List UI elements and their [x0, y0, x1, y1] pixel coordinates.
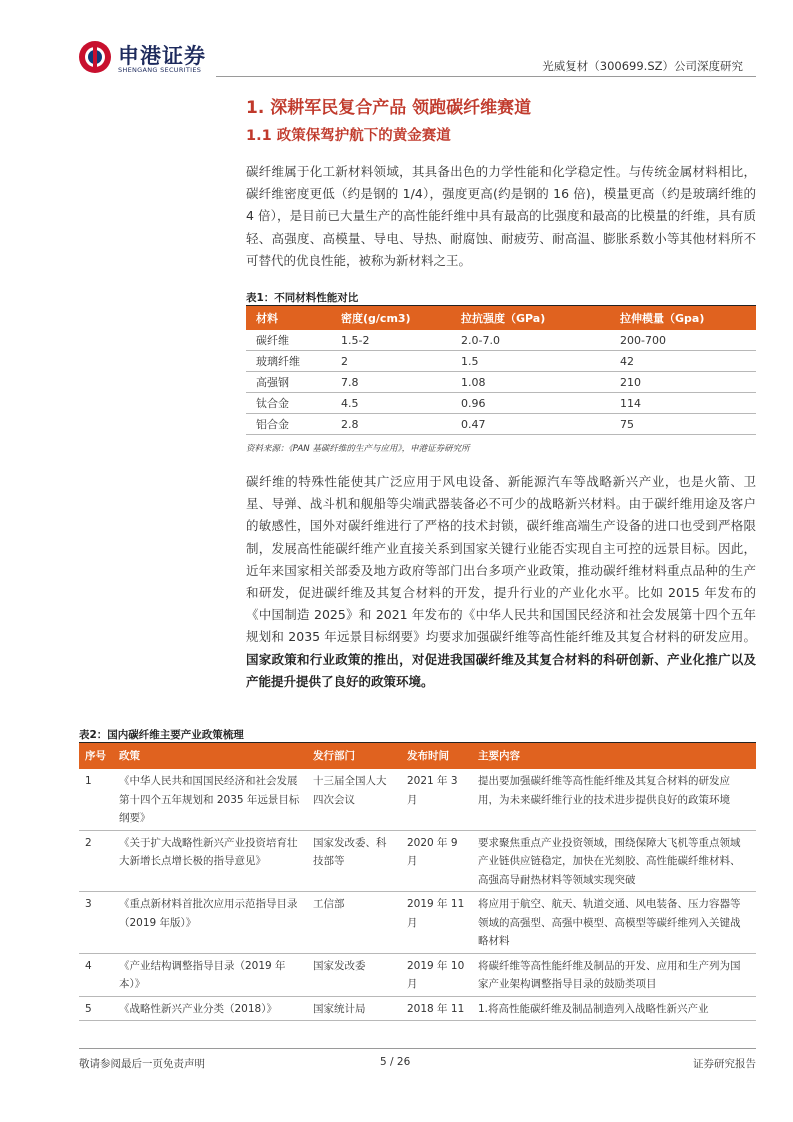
table-cell: 提出要加强碳纤维等高性能纤维及其复合材料的研发应用，为未来碳纤维行业的技术进步提供良好的政策环境 [472, 769, 756, 830]
table-cell: 114 [610, 393, 756, 414]
policy-table [79, 743, 756, 1021]
table-cell: 2019 年 10 月 [401, 953, 472, 996]
table-cell: 工信部 [307, 892, 401, 954]
table-row [79, 830, 756, 892]
table-cell: 国家统计局 [307, 996, 401, 1021]
column-header: 密度(g/cm3) [331, 306, 451, 330]
page-number: 5 / 26 [380, 1056, 411, 1068]
table-cell: 75 [610, 414, 756, 435]
table-cell: 碳纤维 [246, 330, 331, 351]
table-cell: 铝合金 [246, 414, 331, 435]
table-cell: 要求聚焦重点产业投资领域，围绕保障大飞机等重点领域产业链供应链稳定，加快在光刻胶、高性能碳纤维材料、高强高导耐热材料等领域实现突破 [472, 830, 756, 892]
column-header: 政策 [113, 743, 307, 769]
table-cell: 4 [79, 953, 113, 996]
column-header: 序号 [79, 743, 113, 769]
section-heading: 1. 深耕军民复合产品 领跑碳纤维赛道 [246, 98, 532, 118]
table-cell: 4.5 [331, 393, 451, 414]
report-title: 光威复材（300699.SZ）公司深度研究 [542, 59, 743, 73]
table-row [246, 351, 756, 372]
table-header-row [79, 743, 756, 769]
table1-caption: 表1：不同材料性能对比 [246, 292, 359, 304]
table-cell: 0.96 [451, 393, 610, 414]
policy-paragraph-text: 碳纤维的特殊性能使其广泛应用于风电设备、新能源汽车等战略新兴产业，也是火箭、卫星、导弹、战斗机和舰船等尖端武器装备必不可少的战略新兴材料。由于碳纤维用途及客户的敏感性，国外对碳纤维进行了严格的技术封锁，碳纤维高端生产设备的进口也受到严格限制，发展高性能碳纤维产业直接关系到国家关键行业能否实现自主可控的远景目标。因此，近年来国家相关部委及地方政府等部门出台多项产业政策，推动碳纤维材料重点品种的生产和研发，促进碳纤维及其复合材料的开发，提升行业的产业化水平。比如 2015 年发布的《中国制造 2025》和 2021 年发布的《中华人民共和国国民经济和社会发展第十四个五年规划和 2035 年远景目标纲要》均要求加强碳纤维等高性能纤维及其复合材料的研发应用。 [246, 474, 756, 645]
table-cell: 42 [610, 351, 756, 372]
table-row [246, 372, 756, 393]
table-cell: 2021 年 3 月 [401, 769, 472, 830]
table-row [79, 892, 756, 954]
company-name-en: SHENGANG SECURITIES [118, 66, 202, 74]
table-cell: 1.将高性能碳纤维及制品制造列入战略性新兴产业 [472, 996, 756, 1021]
column-header: 拉伸模量（Gpa) [610, 306, 756, 330]
table-cell: 210 [610, 372, 756, 393]
table-row [246, 414, 756, 435]
table-row [79, 996, 756, 1021]
table-cell: 2019 年 11 月 [401, 892, 472, 954]
table-cell: 2018 年 11 [401, 996, 472, 1021]
column-header: 主要内容 [472, 743, 756, 769]
header-divider [216, 76, 756, 77]
table-cell: 2020 年 9 月 [401, 830, 472, 892]
table-cell: 1 [79, 769, 113, 830]
column-header: 发行部门 [307, 743, 401, 769]
table-cell: 《战略性新兴产业分类（2018）》 [113, 996, 307, 1021]
table1-source-note: 资料来源：《PAN 基碳纤维的生产与应用》，申港证券研究所 [246, 444, 470, 454]
column-header: 拉抗强度（GPa) [451, 306, 610, 330]
intro-paragraph: 碳纤维属于化工新材料领域，其具备出色的力学性能和化学稳定性。与传统金属材料相比，碳纤维密度更低（约是钢的 1/4），强度更高(约是钢的 16 倍)，模量更高（约是玻璃纤维的 4 倍），是目前已大量生产的高性能纤维中具有最高的比强度和最高的比模量的纤维，具有质轻、高强度、高模量、导电、导热、耐腐蚀、耐疲劳、耐高温、膨胀系数小等其他材料所不可替代的优良性能，被称为新材料之王。 [246, 164, 756, 268]
policy-paragraph [246, 471, 756, 693]
table-cell: 《产业结构调整指导目录（2019 年本）》 [113, 953, 307, 996]
table-cell: 2.8 [331, 414, 451, 435]
table-header-row [246, 306, 756, 330]
table-cell: 将碳纤维等高性能纤维及制品的开发、应用和生产列为国家产业架构调整指导目录的鼓励类项目 [472, 953, 756, 996]
company-name-cn: 申港证券 [118, 44, 206, 68]
table-cell: 2 [331, 351, 451, 372]
company-logo-icon [79, 41, 111, 73]
table-cell: 钛合金 [246, 393, 331, 414]
disclaimer-note: 敬请参阅最后一页免责声明 [79, 1058, 205, 1070]
table-cell: 1.5 [451, 351, 610, 372]
table-cell: 2.0-7.0 [451, 330, 610, 351]
column-header: 发布时间 [401, 743, 472, 769]
table-row [246, 330, 756, 351]
table2-caption: 表2：国内碳纤维主要产业政策梳理 [79, 729, 244, 741]
column-header: 材料 [246, 306, 331, 330]
table-cell: 《关于扩大战略性新兴产业投资培育壮大新增长点增长极的指导意见》 [113, 830, 307, 892]
footer-divider [79, 1048, 756, 1049]
table-cell: 2 [79, 830, 113, 892]
table-cell: 玻璃纤维 [246, 351, 331, 372]
table-row [246, 393, 756, 414]
material-comparison-table [246, 306, 756, 435]
table-cell: 国家发改委、科技部等 [307, 830, 401, 892]
table-cell: 7.8 [331, 372, 451, 393]
policy-paragraph-emphasis: 国家政策和行业政策的推出，对促进我国碳纤维及其复合材料的科研创新、产业化推广以及产能提升提供了良好的政策环境。 [246, 651, 756, 689]
table-row [79, 769, 756, 830]
table-cell: 1.5-2 [331, 330, 451, 351]
table-cell: 0.47 [451, 414, 610, 435]
table-cell: 十三届全国人大四次会议 [307, 769, 401, 830]
table-cell: 1.08 [451, 372, 610, 393]
table-cell: 《重点新材料首批次应用示范指导目录（2019 年版）》 [113, 892, 307, 954]
table-cell: 200-700 [610, 330, 756, 351]
subsection-heading: 1.1 政策保驾护航下的黄金赛道 [246, 128, 451, 144]
table-cell: 《中华人民共和国国民经济和社会发展第十四个五年规划和 2035 年远景目标纲要》 [113, 769, 307, 830]
report-type: 证券研究报告 [693, 1058, 756, 1070]
table-cell: 高强钢 [246, 372, 331, 393]
table-cell: 将应用于航空、航天、轨道交通、风电装备、压力容器等领域的高强型、高强中模型、高模型等碳纤维列入关键战略材料 [472, 892, 756, 954]
table-cell: 5 [79, 996, 113, 1021]
table-cell: 3 [79, 892, 113, 954]
table-row [79, 953, 756, 996]
table-cell: 国家发改委 [307, 953, 401, 996]
